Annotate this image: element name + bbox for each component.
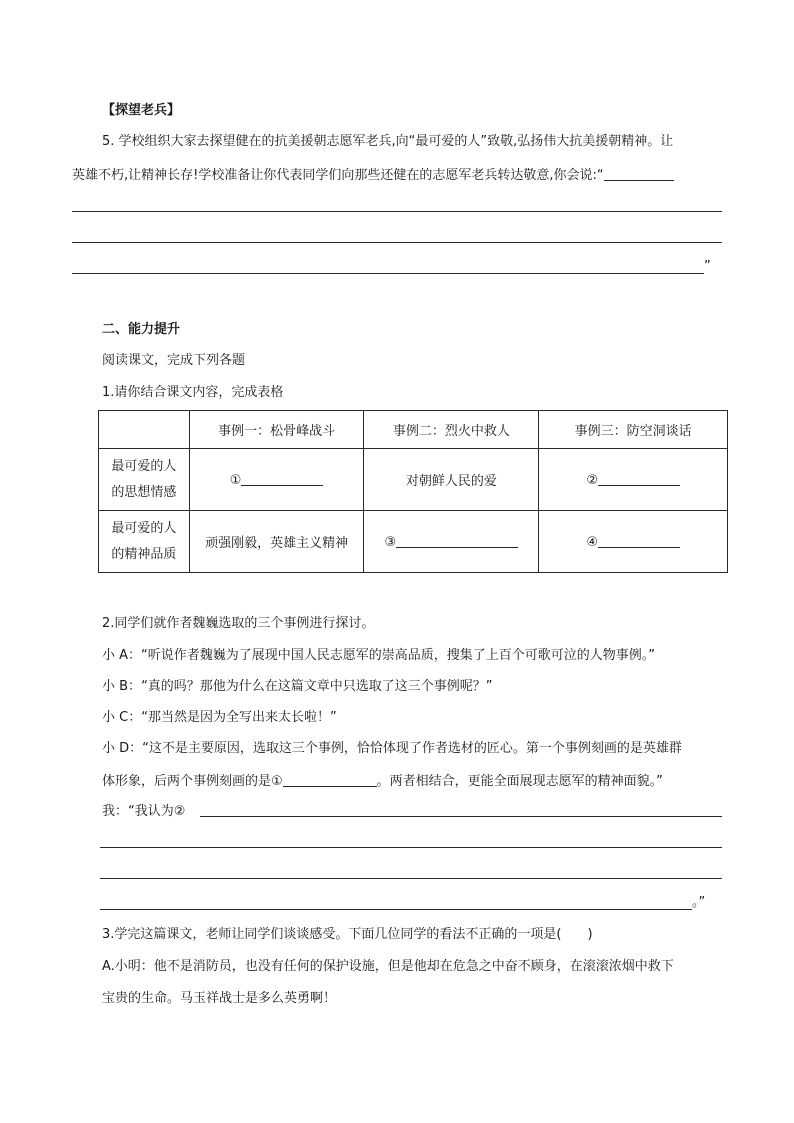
- table-cell[interactable]: [539, 511, 728, 573]
- question-2-intro: 2.同学们就作者魏巍选取的三个事例进行探讨。: [102, 616, 375, 631]
- section-heading-ability: 二、能力提升: [102, 322, 181, 337]
- blank-marker: ③: [384, 535, 397, 550]
- row-label-cell: [99, 449, 190, 511]
- dialogue-c: [102, 709, 337, 727]
- answer-line[interactable]: [72, 242, 722, 243]
- table-row: [99, 511, 728, 573]
- blank-marker: ②: [586, 473, 598, 488]
- speaker-text: “真的吗？那他为什么在这篇文章中只选取了这三个事例呢？”: [141, 679, 493, 694]
- answer-line[interactable]: [72, 273, 704, 274]
- table-cell: 对朝鲜人民的爱: [364, 449, 539, 511]
- table-header-cell: 事例三：防空洞谈话: [539, 411, 728, 449]
- blank-marker: ①: [229, 473, 242, 488]
- dialogue-me: [102, 803, 185, 821]
- answer-blank[interactable]: [283, 772, 377, 787]
- table-cell: 顽强刚毅，英雄主义精神: [189, 511, 364, 573]
- question-5-line-1: 5. 学校组织大家去探望健在的抗美援朝志愿军老兵,向“最可爱的人”致敬,弘扬伟大抗美援朝精神。让: [102, 134, 674, 149]
- answer-line[interactable]: [72, 211, 722, 212]
- table-cell[interactable]: [189, 449, 364, 511]
- blank-marker: ④: [586, 535, 598, 550]
- answer-line[interactable]: [100, 878, 722, 879]
- speaker-label: 小 A：: [102, 648, 142, 663]
- speaker-label: 小 C：: [102, 710, 142, 725]
- answer-blank[interactable]: [396, 533, 518, 548]
- dialogue-a: [102, 647, 655, 665]
- row-label-line: 最可爱的人: [111, 520, 177, 536]
- speaker-text: 。两者相结合，更能全面展现志愿军的精神面貌。”: [376, 774, 663, 789]
- option-a-line-2: 宝贵的生命。马玉祥战士是多么英勇啊！: [102, 991, 337, 1006]
- table-cell[interactable]: [364, 511, 539, 573]
- speaker-text: “那当然是因为全写出来太长啦！”: [141, 710, 337, 725]
- table-header-row: [99, 411, 728, 449]
- speaker-label: 小 B：: [102, 679, 142, 694]
- question-1-stem: 1.请你结合课文内容，完成表格: [102, 385, 284, 400]
- table-header-cell: 事例二：烈火中救人: [364, 411, 539, 449]
- examples-table: [98, 410, 728, 573]
- closing-quote: 。”: [692, 895, 706, 910]
- speaker-text: 体形象，后两个事例刻画的是①: [102, 774, 283, 789]
- row-label-line: 最可爱的人: [111, 458, 177, 474]
- closing-quote: ”: [704, 259, 711, 274]
- option-a-line-1: A.小明：他不是消防员，也没有任何的保护设施，但是他却在危急之中奋不顾身，在滚滚浓烟中救下: [102, 959, 674, 974]
- question-5-line-2: [72, 166, 674, 185]
- table-header-cell: 事例一：松骨峰战斗: [189, 411, 364, 449]
- speaker-label: 我：: [102, 804, 129, 819]
- reading-instruction: 阅读课文，完成下列各题: [102, 353, 246, 368]
- row-label-line: 的精神品质: [111, 546, 177, 562]
- dialogue-d: [102, 740, 682, 758]
- table-cell[interactable]: [539, 449, 728, 511]
- speaker-text: “我认为②: [128, 804, 186, 819]
- section-heading-visit: 【探望老兵】: [102, 103, 181, 118]
- row-label-cell: [99, 511, 190, 573]
- table-header-cell: [99, 411, 190, 449]
- speaker-text: “这不是主要原因，选取这三个事例，恰恰体现了作者选材的匠心。第一个事例刻画的是英雄群: [142, 741, 682, 756]
- dialogue-b: [102, 678, 493, 696]
- answer-line[interactable]: [200, 816, 722, 817]
- dialogue-d-line-2: [102, 772, 663, 791]
- answer-blank[interactable]: [598, 471, 680, 486]
- speaker-label: 小 D：: [102, 741, 143, 756]
- row-label-line: 的思想情感: [111, 484, 177, 500]
- question-5-prompt: 英雄不朽,让精神长存!学校准备让你代表同学们向那些还健在的志愿军老兵转达敬意,你会说:“: [72, 168, 604, 183]
- table-row: [99, 449, 728, 511]
- answer-blank[interactable]: [604, 166, 674, 181]
- answer-line[interactable]: [100, 909, 692, 910]
- answer-line[interactable]: [100, 847, 722, 848]
- answer-blank[interactable]: [241, 471, 323, 486]
- answer-blank[interactable]: [598, 533, 680, 548]
- speaker-text: “听说作者魏巍为了展现中国人民志愿军的崇高品质，搜集了上百个可歌可泣的人物事例。”: [141, 648, 656, 663]
- question-3-stem: 3.学完这篇课文，老师让同学们谈谈感受。下面几位同学的看法不正确的一项是( ): [102, 927, 593, 942]
